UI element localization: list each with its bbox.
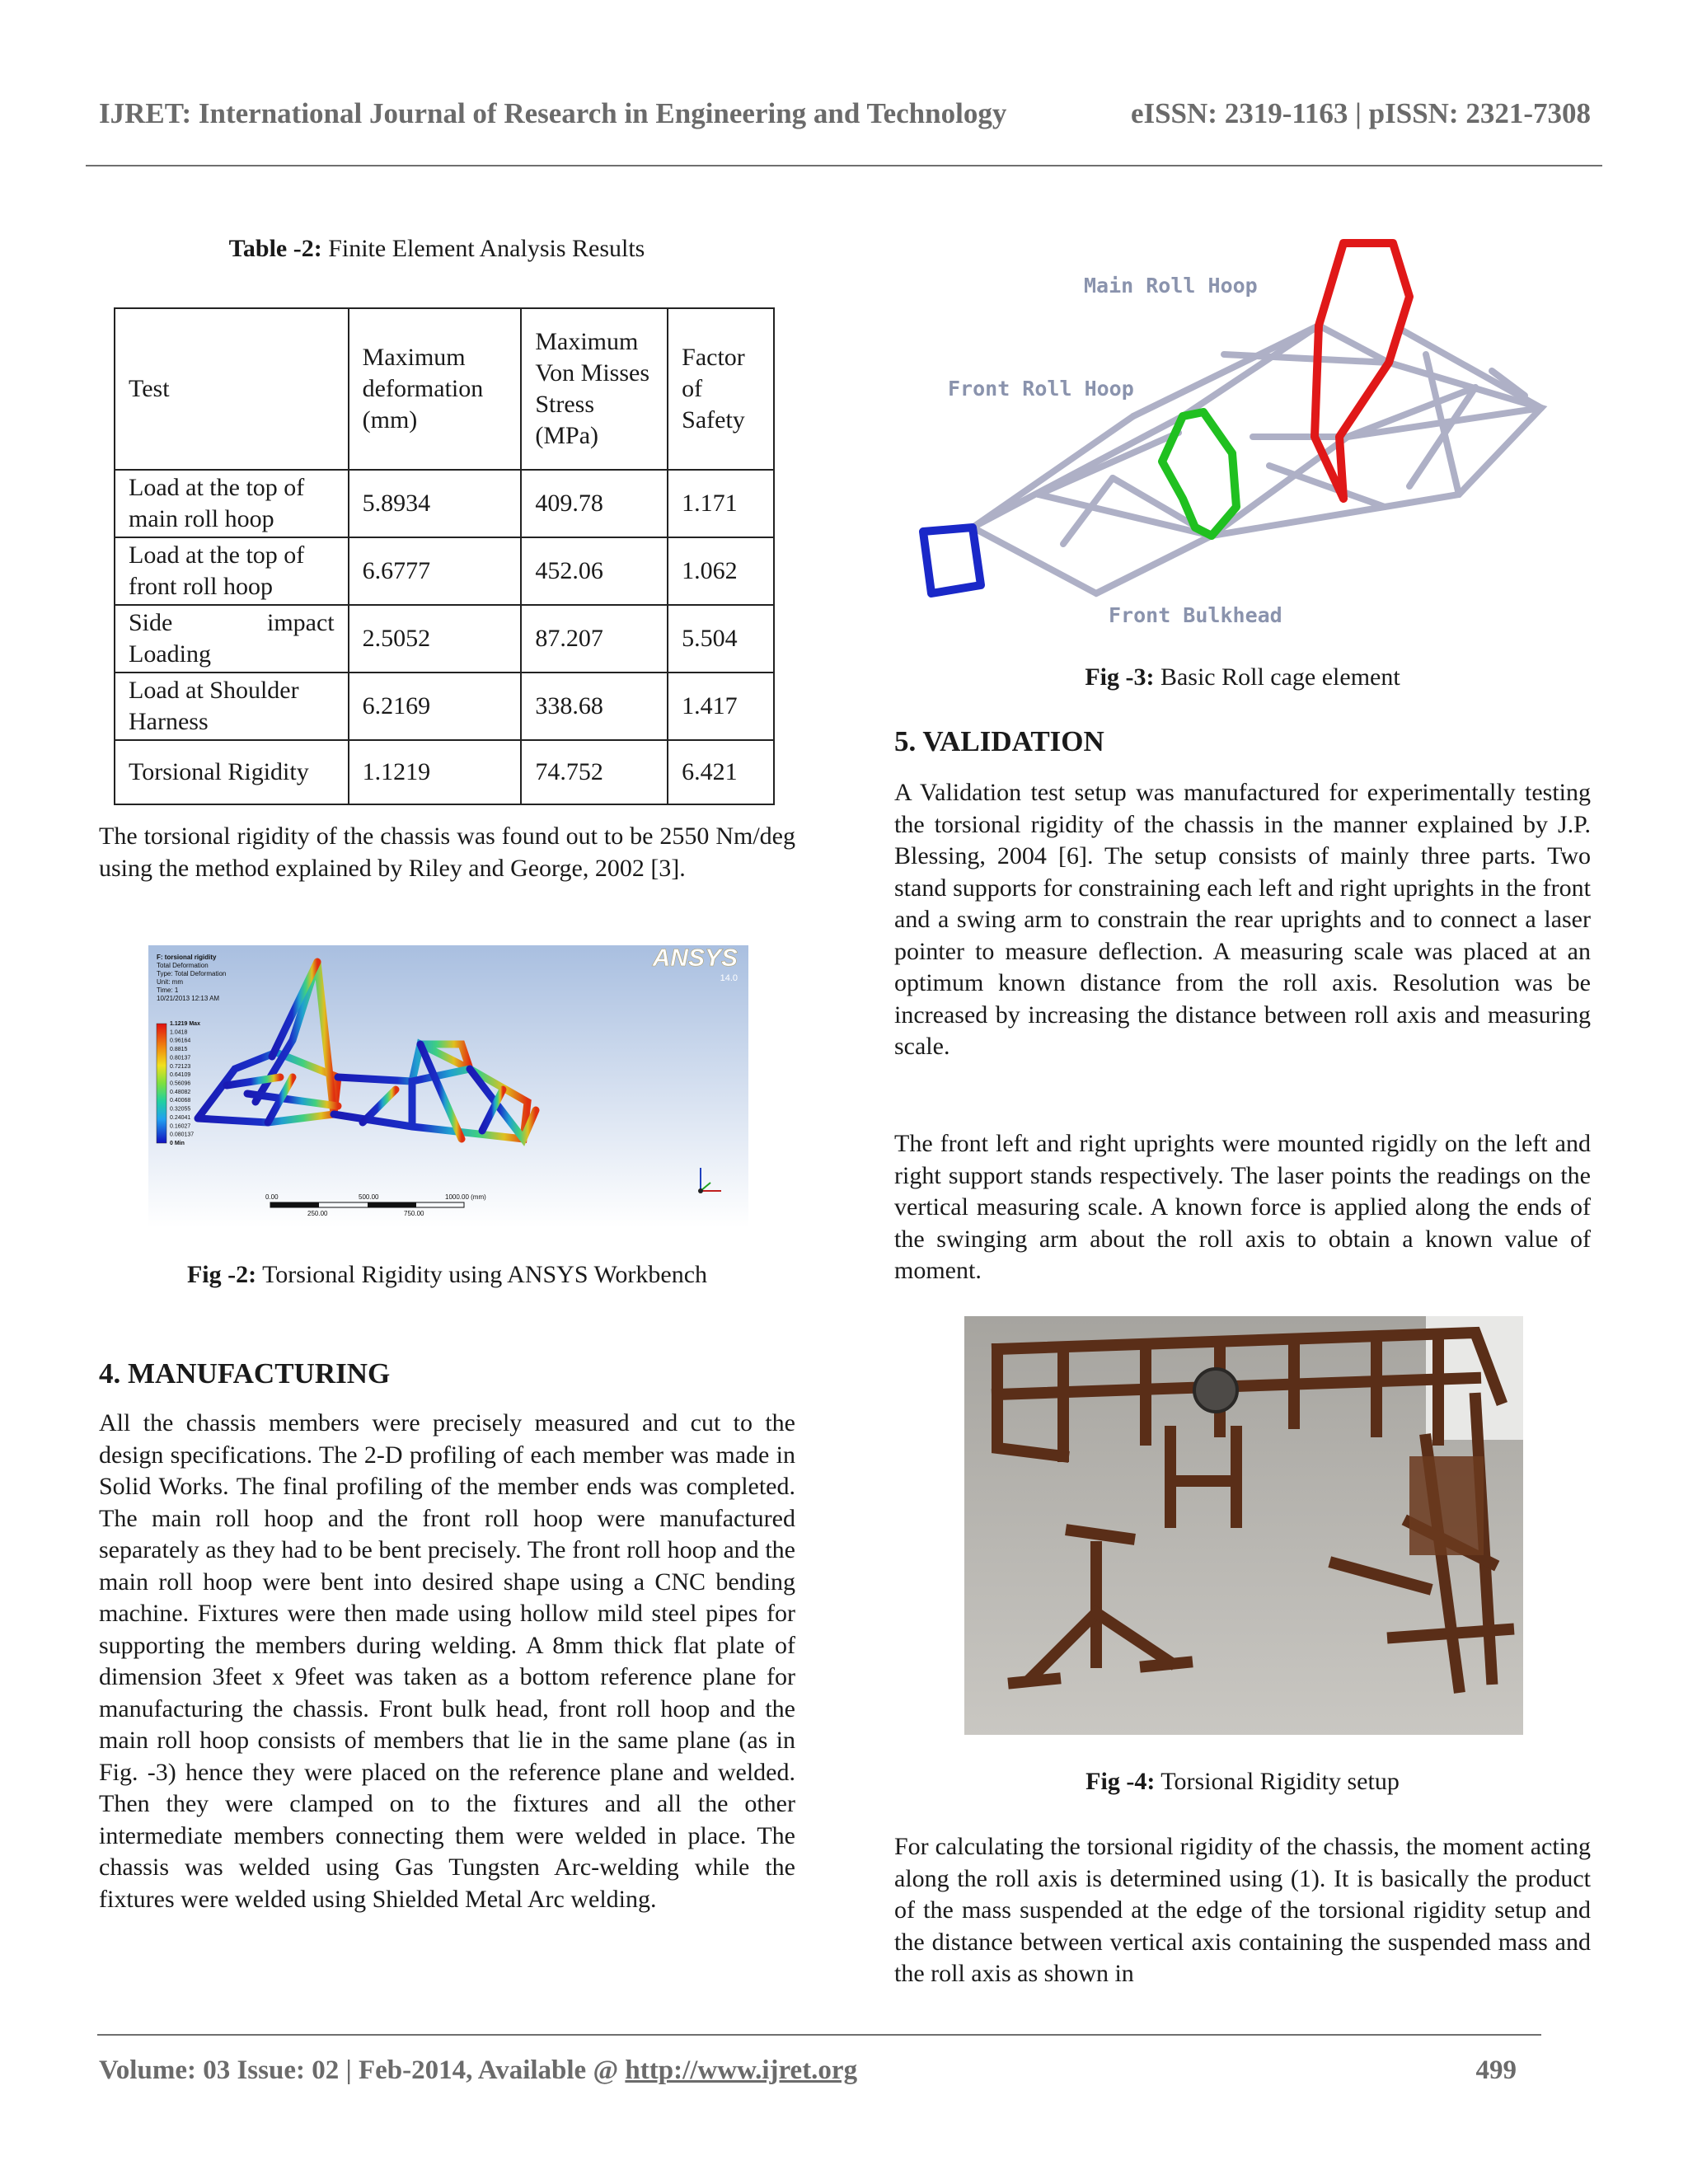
table-cell: 1.1219 (349, 740, 522, 804)
table-cell: 2.5052 (349, 605, 522, 673)
fig2-caption-label: Fig -2: (186, 1261, 257, 1288)
ansys-info-line: Type: Total Deformation (157, 970, 227, 977)
table-caption (99, 235, 775, 263)
fig2-caption-text: Torsional Rigidity using ANSYS Workbench (256, 1261, 708, 1288)
legend-value-label: 0.24041 (170, 1114, 191, 1121)
fig3-roll-cage-image (898, 231, 1574, 643)
legend-value-label: 0.080137 (170, 1132, 195, 1138)
section-5-heading: 5. VALIDATION (894, 725, 1104, 757)
ansys-info-line: 10/21/2013 12:13 AM (157, 995, 220, 1002)
legend-value-label: 0.64109 (170, 1072, 191, 1079)
table-cell: Side impact Loading (115, 605, 349, 673)
fig4-caption-text: Torsional Rigidity setup (1155, 1768, 1400, 1795)
section-5-paragraph-1: A Validation test setup was manufactured for experimentally testing the torsional rigidity of the chassis in the manner explained by J.P. Blessing, 2004 [6]. The setup consists of mainly three parts. Two stand supports for constraining each left and right uprights in the front and a swing arm to constrain the rear uprights and to connect a laser pointer to measure deflection. A measuring scale was placed at an optimum known distance from the roll axis. Resolution was be increased by increasing the distance between roll axis and measuring scale. (894, 779, 1591, 1060)
fig4-caption (894, 1768, 1591, 1796)
legend-value-label: 0.72123 (170, 1063, 191, 1070)
legend-value-label: 0.96164 (170, 1038, 191, 1044)
ansys-info-line: Time: 1 (157, 987, 179, 994)
svg-text:750.00: 750.00 (404, 1210, 424, 1217)
label-main-roll-hoop: Main Roll Hoop (1084, 274, 1258, 298)
table-cell: 6.421 (668, 740, 774, 804)
table-row (115, 537, 774, 605)
svg-text:0.00: 0.00 (265, 1193, 279, 1201)
table-cell: Load at the top of main roll hoop (115, 470, 349, 537)
issn-numbers: eISSN: 2319-1163 | pISSN: 2321-7308 (1130, 97, 1591, 129)
table-cell: 1.062 (668, 537, 774, 605)
table-row (115, 605, 774, 673)
table-cell: Torsional Rigidity (115, 740, 349, 804)
legend-value-label: 1.1219 Max (170, 1021, 200, 1027)
torsional-rigidity-paragraph: The torsional rigidity of the chassis was found out to be 2550 Nm/deg using the method explained by Riley and George, 2002 [3]. (99, 823, 795, 882)
table-cell: 6.6777 (349, 537, 522, 605)
table-header-row (115, 308, 774, 470)
table-cell: 5.504 (668, 605, 774, 673)
table-cell: 74.752 (521, 740, 668, 804)
table-caption-text: Finite Element Analysis Results (321, 235, 645, 262)
page-number: 499 (1475, 2055, 1517, 2085)
fig3-caption (894, 663, 1591, 691)
footer-volume: Volume: 03 Issue: 02 | Feb-2014, Available @ http://www.ijret.org (99, 2055, 858, 2085)
roll-cage-diagram (898, 231, 1574, 643)
fig4-caption-label: Fig -4: (1085, 1768, 1156, 1795)
running-header (99, 97, 1591, 130)
running-footer (99, 2055, 1517, 2086)
ansys-deformation-plot (148, 945, 748, 1227)
legend-value-label: 1.0418 (170, 1029, 188, 1036)
table-header-cell: Factor of Safety (668, 308, 774, 470)
table-caption-label: Table -2: (228, 235, 322, 262)
table-row (115, 740, 774, 804)
fig3-caption-text: Basic Roll cage element (1154, 663, 1400, 691)
table-cell: 409.78 (521, 470, 668, 537)
journal-url-link[interactable]: http://www.ijret.org (625, 2055, 858, 2085)
ansys-info-line: Total Deformation (157, 962, 209, 969)
legend-value-label: 0 Min (170, 1141, 185, 1146)
section-4-body: All the chassis members were precisely measured and cut to the design specifications. The 2-D profiling of each member was made in Solid Works. The final profiling of the member ends was completed. The main roll hoop and the front roll hoop were manufactured separately as they had to be bent precisely. The front roll hoop and the main roll hoop were bent into desired shape using a CNC bending machine. Fixtures were then made using hollow mild steel pipes for supporting the members during welding. A 8mm thick flat plate of dimension 3feet x 9feet was taken as a bottom reference plane for manufacturing the chassis. Front bulk head, front roll hoop and the main roll hoop consists of members that lie in the same plane (as in Fig. -3) hence they were placed on the reference plane and welded. Then they were clamped on to the fixtures and all the other intermediate members connecting them were welded in place. The chassis was welded using Gas Tungsten Arc-welding while the fixtures were welded using Shielded Metal Arc welding. (99, 1409, 795, 1913)
torsional-rig-photo (964, 1316, 1523, 1735)
ansys-info-line: Unit: mm (157, 978, 183, 986)
table-cell: 452.06 (521, 537, 668, 605)
ansys-logo: ANSYS (652, 945, 738, 972)
fig3-caption-label: Fig -3: (1085, 663, 1155, 691)
label-front-roll-hoop: Front Roll Hoop (948, 377, 1134, 401)
header-rule (86, 165, 1602, 166)
fig2-ansys-image (148, 945, 748, 1227)
table-cell: 87.207 (521, 605, 668, 673)
table-row (115, 470, 774, 537)
table-header-cell: Maximum Von Misses Stress (MPa) (521, 308, 668, 470)
legend-color-bar (157, 1024, 166, 1143)
section-4-heading: 4. MANUFACTURING (99, 1357, 391, 1390)
legend-value-label: 0.8815 (170, 1047, 188, 1053)
section-5-paragraph-3: For calculating the torsional rigidity of the chassis, the moment acting along the roll axis is determined using (1). It is basically the product of the mass suspended at the edge of the torsional rigidity setup and the distance between vertical axis containing the suspended mass and the roll axis as shown in (894, 1833, 1591, 1987)
table-cell: 6.2169 (349, 673, 522, 740)
svg-text:250.00: 250.00 (307, 1210, 328, 1217)
label-front-bulkhead: Front Bulkhead (1109, 603, 1282, 627)
table-row (115, 673, 774, 740)
table-cell: 1.417 (668, 673, 774, 740)
legend-value-label: 0.48082 (170, 1089, 191, 1095)
legend-value-label: 0.16027 (170, 1123, 191, 1130)
table-header-cell: Maximum deformation (mm) (349, 308, 522, 470)
fig4-setup-photo (964, 1316, 1523, 1735)
ansys-info-line: F: torsional rigidity (157, 954, 217, 961)
fea-results-table (114, 307, 775, 805)
svg-text:1000.00 (mm): 1000.00 (mm) (445, 1193, 486, 1201)
fig2-caption (99, 1261, 795, 1289)
section-5-paragraph-2: The front left and right uprights were mounted rigidly on the left and right support stands respectively. The laser points the readings on the vertical measuring scale. A known force is applied along the ends of the swinging arm about the roll axis to obtain a known value of moment. (894, 1130, 1591, 1284)
table-cell: Load at the top of front roll hoop (115, 537, 349, 605)
table-header-cell: Test (115, 308, 349, 470)
ansys-version: 14.0 (720, 973, 738, 983)
legend-value-label: 0.80137 (170, 1055, 191, 1062)
table-cell: 5.8934 (349, 470, 522, 537)
legend-value-label: 0.32055 (170, 1106, 191, 1113)
table-cell: 1.171 (668, 470, 774, 537)
legend-value-label: 0.40068 (170, 1098, 191, 1104)
table-cell: 338.68 (521, 673, 668, 740)
legend-value-label: 0.56096 (170, 1080, 191, 1087)
svg-text:500.00: 500.00 (359, 1193, 379, 1201)
footer-rule (97, 2034, 1541, 2036)
journal-title: IJRET: International Journal of Research in Engineering and Technology (99, 97, 1007, 129)
table-cell: Load at Shoulder Harness (115, 673, 349, 740)
